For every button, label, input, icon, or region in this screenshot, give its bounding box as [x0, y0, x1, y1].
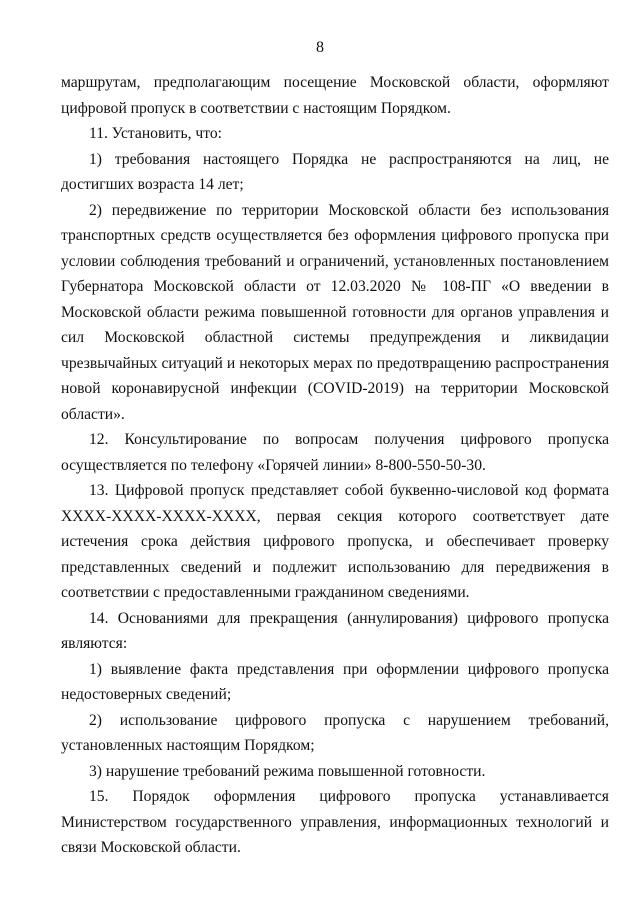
paragraph-clause-14-item-2: 2) использование цифрового пропуска с нарушением требований, установленных настоящим Порядком;: [61, 711, 609, 754]
document-body: [61, 70, 609, 861]
paragraph-continuation: маршрутам, предполагающим посещение Московской области, оформляют цифровой пропуск в соответствии с настоящим Порядком.: [61, 74, 609, 117]
paragraph-clause-15: 15. Порядок оформления цифрового пропуска устанавливается Министерством государственного управления, информационных технологий и связи Московской области.: [61, 788, 609, 856]
paragraph-clause-14-item-1: 1) выявление факта представления при оформлении цифрового пропуска недостоверных сведений;: [61, 660, 609, 703]
paragraph-clause-11-item-2: 2) передвижение по территории Московской области без использования транспортных средств осуществляется без оформления цифрового пропуска при условии соблюдения требований и ограничений, установленных постановлением Губернатора Московской области от 12.03.2020 № 108-ПГ «О введении в Московской области режима повышенной готовности для органов управления и сил Московской областной системы предупреждения и ликвидации чрезвычайных ситуаций и некоторых мерах по предотвращению распространения новой коронавирусной инфекции (COVID-2019) на территории Московской области».: [61, 201, 609, 423]
paragraph-clause-11: 11. Установить, что:: [89, 125, 222, 142]
paragraph-clause-11-item-1: 1) требования настоящего Порядка не распространяются на лиц, не достигших возраста 14 лет;: [61, 150, 609, 193]
paragraph-clause-14-item-3: 3) нарушение требований режима повышенной готовности.: [89, 762, 486, 780]
paragraph-clause-14: 14. Основаниями для прекращения (аннулирования) цифрового пропуска являются:: [61, 609, 609, 652]
page-number: 8: [316, 39, 324, 56]
paragraph-clause-13: 13. Цифровой пропуск представляет собой буквенно-числовой код формата XXXX-XXXX-XXXX-XXXX, первая секция которого соответствует дате истечения срока действия цифрового пропуска, и обеспечивает проверку представленных сведений и подлежит использованию для передвижения в соответствии с предоставленными гражданином сведениями.: [61, 482, 609, 601]
paragraph-clause-12: 12. Консультирование по вопросам получения цифрового пропуска осуществляется по телефону «Горячей линии» 8-800-550-50-30.: [61, 431, 609, 474]
